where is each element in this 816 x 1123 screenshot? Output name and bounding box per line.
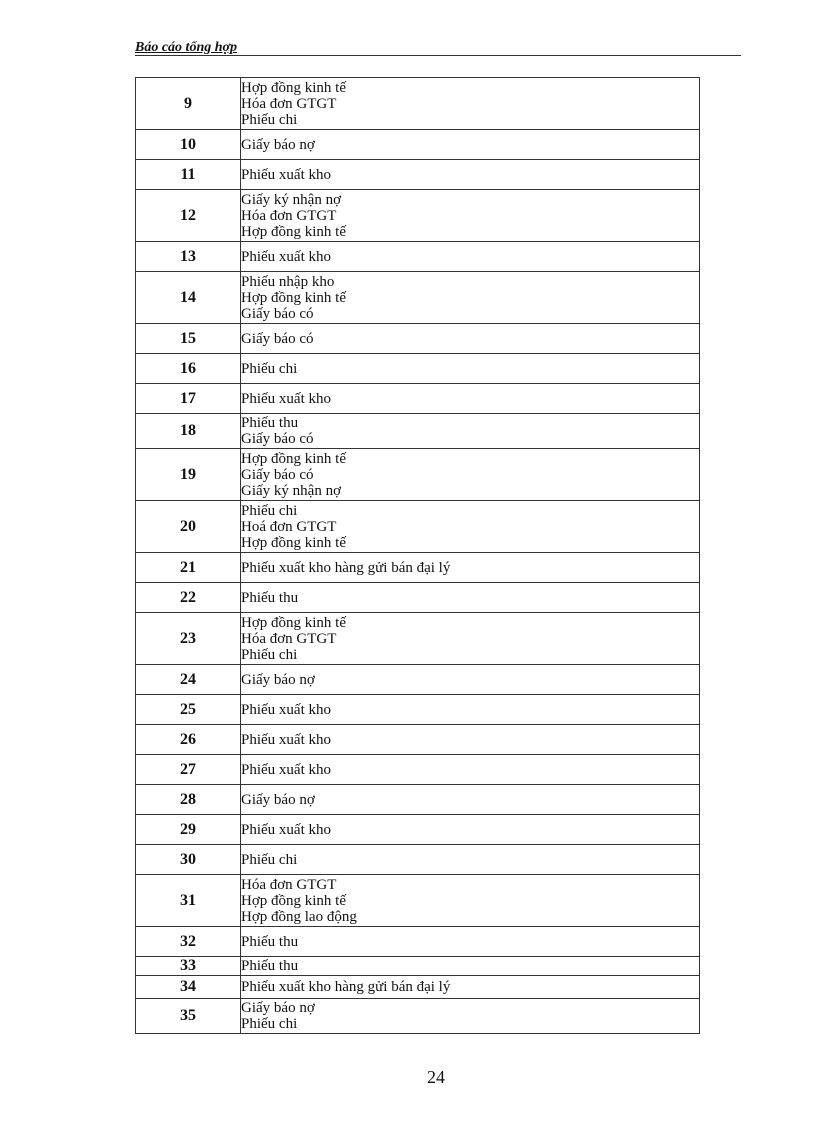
- document-list: [241, 583, 700, 613]
- document-list: [241, 755, 700, 785]
- document-item: Hợp đồng kinh tế: [241, 534, 347, 551]
- row-number: 26: [136, 725, 241, 755]
- table-row: [136, 755, 700, 785]
- table-row: [136, 665, 700, 695]
- document-item: Phiếu xuất kho: [241, 248, 331, 265]
- row-number: 28: [136, 785, 241, 815]
- table-row: [136, 242, 700, 272]
- document-item: Hợp đồng kinh tế: [241, 223, 347, 240]
- document-item: Phiếu thu: [241, 958, 299, 974]
- document-item: Giấy báo có: [241, 466, 314, 483]
- document-list: [241, 875, 700, 927]
- document-item: Giấy báo có: [241, 305, 314, 322]
- document-list: [241, 695, 700, 725]
- table-row: [136, 785, 700, 815]
- table-row: [136, 999, 700, 1034]
- document-list: [241, 354, 700, 384]
- table-row: [136, 324, 700, 354]
- table-row: [136, 927, 700, 957]
- table-row: [136, 815, 700, 845]
- document-list: [241, 242, 700, 272]
- row-number: 32: [136, 927, 241, 957]
- document-list: [241, 957, 700, 976]
- table-row: [136, 272, 700, 324]
- document-list: [241, 613, 700, 665]
- document-item: Giấy báo nợ: [241, 791, 315, 808]
- table-row: [136, 957, 700, 976]
- document-list: [241, 324, 700, 354]
- document-item: Phiếu xuất kho: [241, 701, 331, 718]
- table-row: [136, 130, 700, 160]
- row-number: 23: [136, 613, 241, 665]
- document-list: [241, 78, 700, 130]
- row-number: 16: [136, 354, 241, 384]
- header-title: Báo cáo tổng hợp: [135, 40, 238, 55]
- table-row: [136, 875, 700, 927]
- table-row: [136, 613, 700, 665]
- row-number: 12: [136, 190, 241, 242]
- document-item: Giấy báo nợ: [241, 136, 315, 153]
- document-list: [241, 785, 700, 815]
- document-item: Phiếu xuất kho: [241, 731, 331, 748]
- document-item: Hợp đồng kinh tế: [241, 289, 347, 306]
- document-item: Giấy báo nợ: [241, 671, 315, 688]
- document-list: [241, 815, 700, 845]
- row-number: 13: [136, 242, 241, 272]
- row-number: 15: [136, 324, 241, 354]
- table-row: [136, 976, 700, 999]
- table-row: [136, 190, 700, 242]
- document-item: Giấy báo nợ: [241, 1000, 315, 1016]
- document-item: Phiếu chi: [241, 851, 298, 868]
- row-number: 9: [136, 78, 241, 130]
- document-item: Phiếu xuất kho hàng gửi bán đại lý: [241, 559, 451, 576]
- table-row: [136, 414, 700, 449]
- row-number: 29: [136, 815, 241, 845]
- document-item: Hóa đơn GTGT: [241, 876, 337, 893]
- document-item: Phiếu chi: [241, 646, 298, 663]
- row-number: 33: [136, 957, 241, 976]
- row-number: 31: [136, 875, 241, 927]
- document-list: [241, 553, 700, 583]
- document-list: [241, 160, 700, 190]
- document-item: Hợp đồng kinh tế: [241, 450, 347, 467]
- row-number: 30: [136, 845, 241, 875]
- document-item: Giấy báo có: [241, 431, 314, 447]
- table-row: [136, 845, 700, 875]
- document-item: Giấy báo có: [241, 330, 314, 347]
- document-item: Hợp đồng kinh tế: [241, 892, 347, 909]
- document-item: Phiếu xuất kho: [241, 821, 331, 838]
- document-item: Hợp đồng kinh tế: [241, 79, 347, 96]
- row-number: 19: [136, 449, 241, 501]
- document-list: [241, 999, 700, 1034]
- document-list: [241, 449, 700, 501]
- document-item: Hợp đồng lao động: [241, 908, 357, 925]
- table-row: [136, 553, 700, 583]
- document-list: [241, 414, 700, 449]
- row-number: 18: [136, 414, 241, 449]
- row-number: 22: [136, 583, 241, 613]
- document-item: Phiếu thu: [241, 589, 299, 606]
- document-item: Phiếu xuất kho: [241, 166, 331, 183]
- document-list: [241, 384, 700, 414]
- table-row: [136, 78, 700, 130]
- document-item: Phiếu xuất kho: [241, 761, 331, 778]
- row-number: 27: [136, 755, 241, 785]
- document-item: Phiếu chi: [241, 360, 298, 377]
- table-row: [136, 449, 700, 501]
- row-number: 35: [136, 999, 241, 1034]
- document-list: [241, 130, 700, 160]
- page-header: [135, 40, 741, 56]
- document-item: Phiếu chi: [241, 111, 298, 128]
- document-item: Hoá đơn GTGT: [241, 518, 337, 535]
- document-list: [241, 725, 700, 755]
- document-list: [241, 190, 700, 242]
- document-item: Phiếu chi: [241, 1016, 298, 1032]
- row-number: 25: [136, 695, 241, 725]
- document-item: Hóa đơn GTGT: [241, 95, 337, 112]
- row-number: 21: [136, 553, 241, 583]
- document-list: [241, 272, 700, 324]
- document-item: Phiếu chi: [241, 502, 298, 519]
- row-number: 11: [136, 160, 241, 190]
- row-number: 17: [136, 384, 241, 414]
- document-item: Phiếu thu: [241, 933, 299, 950]
- table-row: [136, 725, 700, 755]
- document-table-body: [136, 78, 700, 1034]
- document-item: Giấy ký nhận nợ: [241, 191, 341, 208]
- table-row: [136, 501, 700, 553]
- row-number: 34: [136, 976, 241, 999]
- document-item: Giấy ký nhận nợ: [241, 482, 341, 499]
- document-item: Phiếu nhập kho: [241, 273, 335, 290]
- row-number: 14: [136, 272, 241, 324]
- document-list: [241, 845, 700, 875]
- page-number: 24: [427, 1067, 445, 1087]
- row-number: 24: [136, 665, 241, 695]
- row-number: 20: [136, 501, 241, 553]
- table-row: [136, 583, 700, 613]
- document-list: [241, 976, 700, 999]
- table-row: [136, 695, 700, 725]
- table-row: [136, 354, 700, 384]
- document-item: Phiếu xuất kho hàng gửi bán đại lý: [241, 979, 451, 995]
- document-list: [241, 927, 700, 957]
- document-item: Hóa đơn GTGT: [241, 630, 337, 647]
- table-row: [136, 160, 700, 190]
- document-item: Phiếu thu: [241, 415, 299, 431]
- document-item: Phiếu xuất kho: [241, 390, 331, 407]
- document-list: [241, 501, 700, 553]
- document-table: [135, 77, 700, 1034]
- document-item: Hóa đơn GTGT: [241, 207, 337, 224]
- row-number: 10: [136, 130, 241, 160]
- document-item: Hợp đồng kinh tế: [241, 614, 347, 631]
- document-list: [241, 665, 700, 695]
- table-row: [136, 384, 700, 414]
